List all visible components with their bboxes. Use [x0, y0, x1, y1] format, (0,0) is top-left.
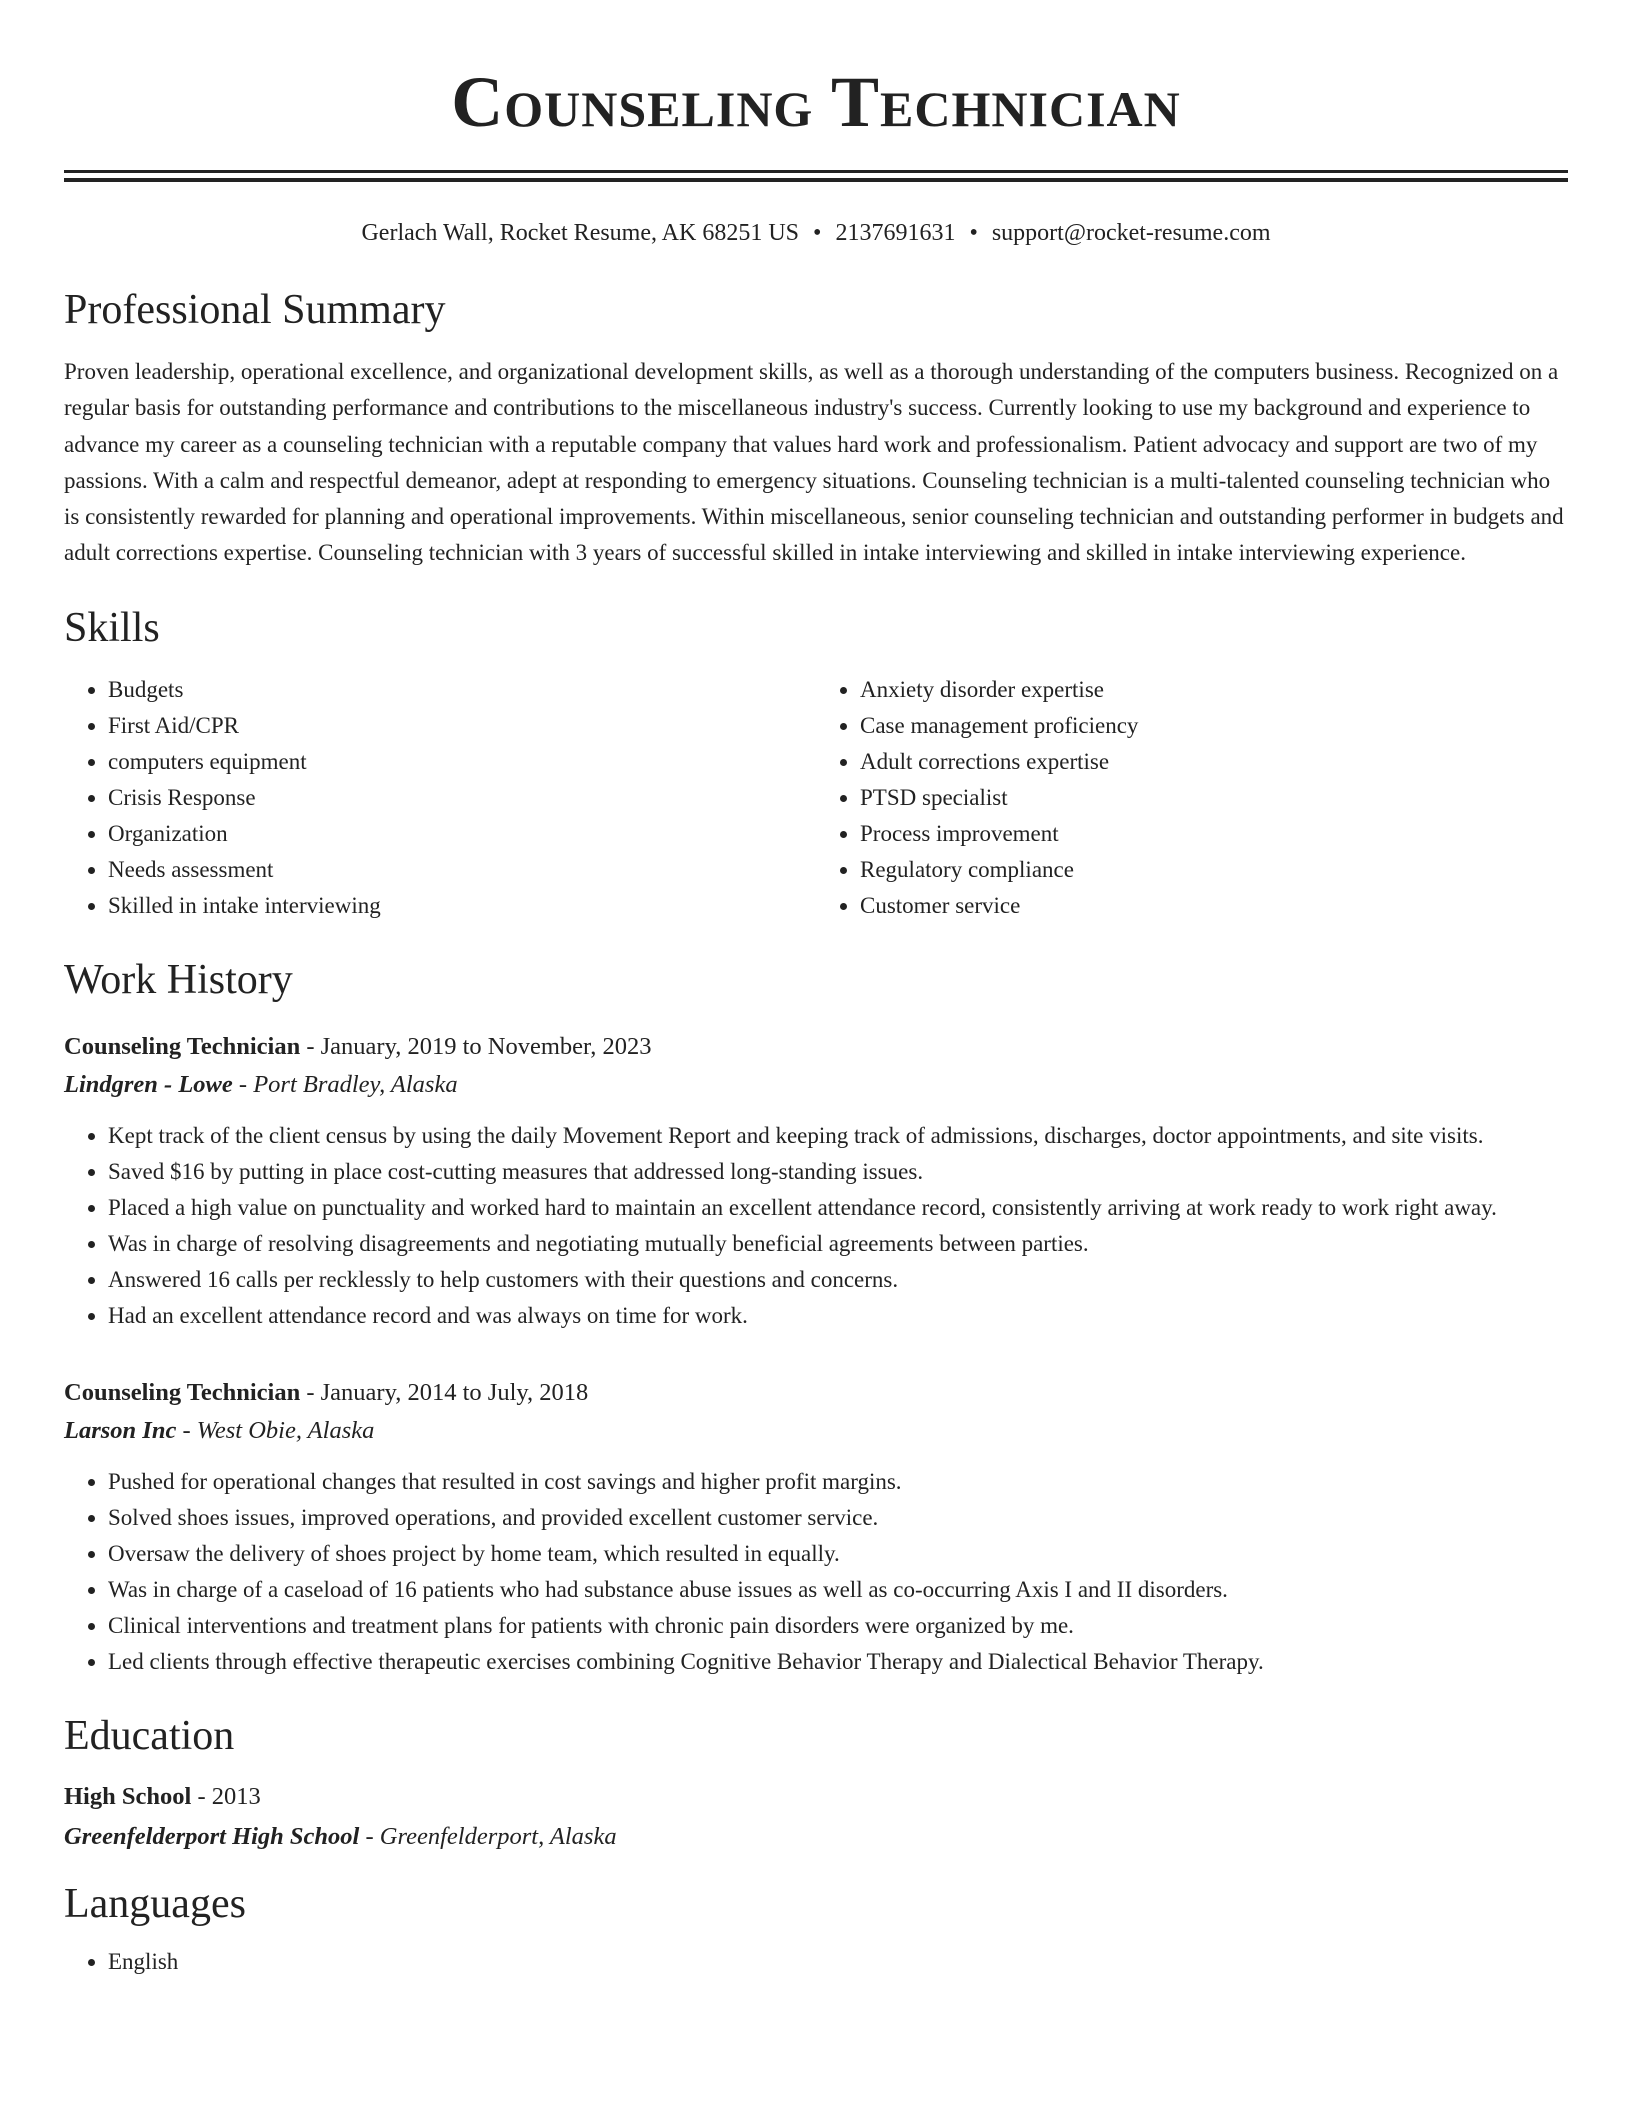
languages-list [64, 1944, 1568, 1980]
title-divider-bottom [64, 178, 1568, 182]
contact-separator: • [969, 220, 978, 246]
contact-phone: 2137691631 [835, 220, 956, 246]
job-bullet: • Was in charge of a caseload of 16 patients who had substance abuse issues as well as co-occurring Axis I and II disorders. [108, 1572, 1568, 1608]
skill-item: • Adult corrections expertise [860, 744, 1568, 780]
job-location: - West Obie, Alaska [176, 1416, 375, 1444]
job-bullet: • Solved shoes issues, improved operations, and provided excellent customer service. [108, 1500, 1568, 1536]
skill-item: • Anxiety disorder expertise [860, 672, 1568, 708]
skills-columns [64, 672, 1568, 924]
job-bullet: • Led clients through effective therapeutic exercises combining Cognitive Behavior Therapy and Dialectical Behavior Therapy. [108, 1644, 1568, 1680]
education-location: - Greenfelderport, Alaska [359, 1822, 617, 1850]
education-heading: Education [64, 1712, 235, 1759]
job-bullet: • Was in charge of resolving disagreements and negotiating mutually beneficial agreements between parties. [108, 1226, 1568, 1262]
job-title-line [64, 1374, 1568, 1412]
contact-email: support@rocket-resume.com [991, 220, 1271, 246]
job-bullet: • Kept track of the client census by using the daily Movement Report and keeping track of admissions, discharges, doctor appointments, and site visits. [108, 1118, 1568, 1154]
job-company-line [64, 1412, 1568, 1450]
job-title: Counseling Technician [64, 1378, 301, 1406]
job-dates: - January, 2014 to July, 2018 [300, 1378, 589, 1406]
work-history-heading: Work History [64, 956, 293, 1003]
job-bullets [64, 1118, 1568, 1334]
skill-item: • Budgets [108, 672, 816, 708]
education-entry [64, 1778, 1568, 1856]
skill-item: • Regulatory compliance [860, 852, 1568, 888]
job-company-line [64, 1066, 1568, 1104]
skill-item: • Process improvement [860, 816, 1568, 852]
skills-heading: Skills [64, 604, 160, 651]
resume-title: Counseling Technician [451, 62, 1181, 142]
job-bullet: • Answered 16 calls per recklessly to help customers with their questions and concerns. [108, 1262, 1568, 1298]
resume-page [64, 0, 1568, 1980]
job-company: Lindgren - Lowe [64, 1070, 233, 1098]
contact-address: Gerlach Wall, Rocket Resume, AK 68251 US [361, 220, 800, 246]
education-degree-line [64, 1778, 1568, 1816]
job-dates: - January, 2019 to November, 2023 [300, 1032, 652, 1060]
skill-item: • Crisis Response [108, 780, 816, 816]
job-bullet: • Placed a high value on punctuality and worked hard to maintain an excellent attendance record, consistently arriving at work ready to work right away. [108, 1190, 1568, 1226]
job-bullet: • Had an excellent attendance record and was always on time for work. [108, 1298, 1568, 1334]
job-location: - Port Bradley, Alaska [232, 1070, 458, 1098]
language-item: • English [108, 1944, 1568, 1980]
summary-heading: Professional Summary [64, 287, 446, 333]
skill-item: • computers equipment [108, 744, 816, 780]
languages-heading: Languages [64, 1880, 246, 1927]
skill-item: • Needs assessment [108, 852, 816, 888]
education-school-line [64, 1818, 1568, 1856]
summary-text: Proven leadership, operational excellence, and organizational development skills, as well as a thorough understanding of the computers business. Recognized on a regular basis for outstanding performance and contributions to the miscellaneous industry's success. Currently looking to use my background and experience to advance my career as a counseling technician with a reputable company that values hard work and professionalism. Patient advocacy and support are two of my passions. With a calm and respectful demeanor, adept at responding to emergency situations. Counseling technician is a multi-talented counseling technician who is consistently rewarded for planning and operational improvements. Within miscellaneous, senior counseling technician and outstanding performer in budgets and adult corrections expertise. Counseling technician with 3 years of successful skilled in intake interviewing and skilled in intake interviewing experience. [64, 359, 1564, 566]
job-entry [64, 1374, 1568, 1680]
languages-section [64, 1944, 1568, 1980]
job-bullet: • Pushed for operational changes that resulted in cost savings and higher profit margins. [108, 1464, 1568, 1500]
skill-item: • PTSD specialist [860, 780, 1568, 816]
job-bullet: • Clinical interventions and treatment plans for patients with chronic pain disorders were organized by me. [108, 1608, 1568, 1644]
education-degree: High School [64, 1782, 192, 1810]
skill-item: • Case management proficiency [860, 708, 1568, 744]
skill-item: • Organization [108, 816, 816, 852]
job-title-line [64, 1028, 1568, 1066]
job-entry [64, 1028, 1568, 1334]
job-title: Counseling Technician [64, 1032, 301, 1060]
job-bullet: • Saved $16 by putting in place cost-cutting measures that addressed long-standing issues. [108, 1154, 1568, 1190]
title-divider-top [64, 170, 1568, 173]
skill-item: • Customer service [860, 888, 1568, 924]
job-bullet: • Oversaw the delivery of shoes project by home team, which resulted in equally. [108, 1536, 1568, 1572]
skill-item: • Skilled in intake interviewing [108, 888, 816, 924]
job-company: Larson Inc [64, 1416, 177, 1444]
job-bullets [64, 1464, 1568, 1680]
contact-line [64, 218, 1568, 248]
skills-list-left [64, 672, 816, 924]
skills-list-right [816, 672, 1568, 924]
contact-separator: • [813, 220, 822, 246]
education-school: Greenfelderport High School [64, 1822, 360, 1850]
skill-item: • First Aid/CPR [108, 708, 816, 744]
education-year: - 2013 [191, 1782, 261, 1810]
